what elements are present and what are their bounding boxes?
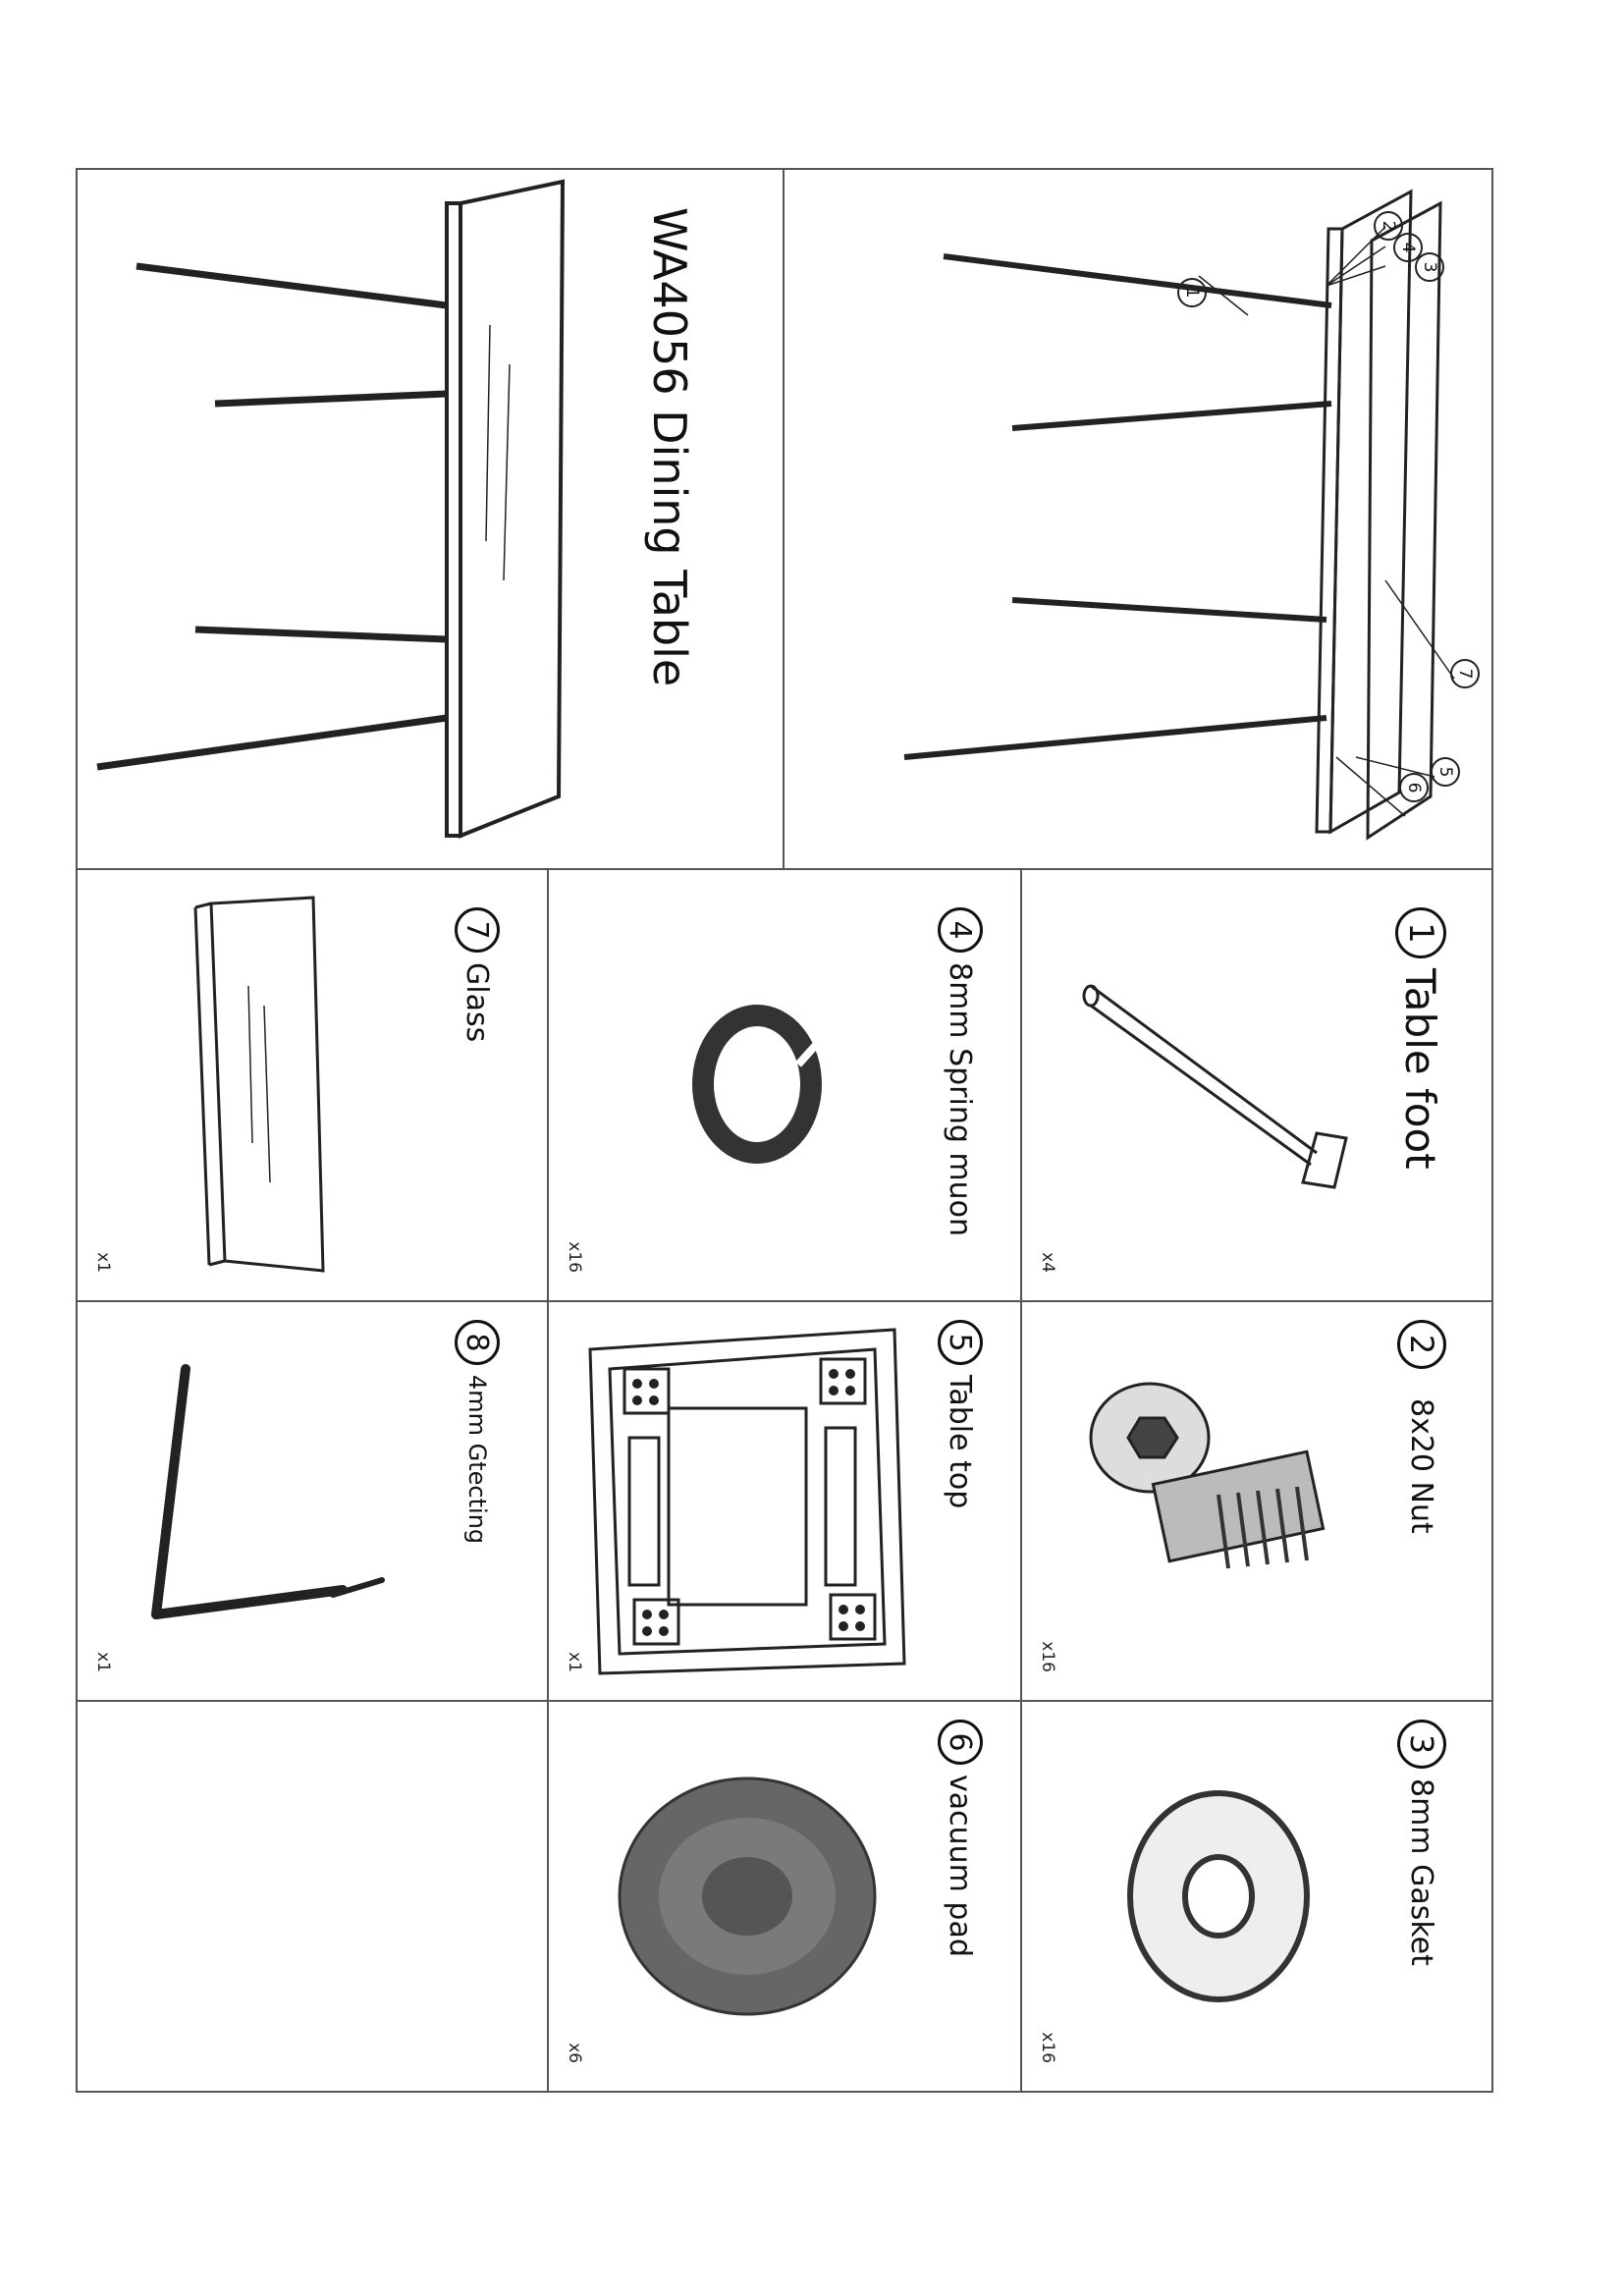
allen-key-icon — [97, 1330, 421, 1664]
part-cell-3 — [1022, 1700, 1493, 2091]
part-cell-5 — [549, 1300, 1022, 1700]
part-number-5: 5 — [938, 1320, 983, 1365]
part-qty-1: x4 — [1038, 1252, 1057, 1273]
part-number-6: 6 — [938, 1720, 983, 1765]
part-name-6: vacuum pad — [943, 1775, 978, 1957]
part-title-3 — [1397, 1720, 1446, 1966]
part-name-8: 4mm Gtecting — [463, 1375, 491, 1545]
callout-3: 3 — [1415, 252, 1444, 282]
exploded-view-icon — [785, 168, 1493, 868]
table-top-frame-icon — [580, 1320, 914, 1683]
part-qty-8: x1 — [93, 1652, 113, 1672]
assembled-table-icon — [76, 168, 785, 868]
part-number-8: 8 — [455, 1320, 500, 1365]
parts-sheet — [76, 168, 1493, 2093]
part-name-5: Table top — [943, 1375, 978, 1509]
part-name-7: Glass — [460, 962, 495, 1043]
part-cell-6 — [549, 1700, 1022, 2091]
part-number-2: 2 — [1397, 1320, 1446, 1369]
callout-7: 7 — [1450, 659, 1480, 688]
exploded-diagram — [785, 168, 1493, 868]
part-number-3: 3 — [1397, 1720, 1446, 1769]
part-number-7: 7 — [455, 907, 500, 953]
part-title-7 — [455, 907, 500, 1042]
spring-washer-icon — [659, 986, 855, 1182]
part-cell-1 — [1022, 868, 1493, 1300]
assembled-view — [76, 168, 785, 868]
vacuum-pad-icon — [600, 1759, 894, 2034]
part-name-2: 8x20 Nut — [1404, 1398, 1439, 1534]
callout-6: 6 — [1399, 773, 1429, 802]
washer-icon — [1071, 1749, 1366, 2044]
frame-right — [76, 2091, 1493, 2093]
part-qty-5: x1 — [565, 1652, 584, 1672]
callout-5: 5 — [1431, 757, 1460, 787]
part-qty-3: x16 — [1038, 2032, 1057, 2063]
part-cell-2 — [1022, 1300, 1493, 1700]
part-name-1: Table foot — [1396, 968, 1445, 1170]
empty-cell — [78, 1700, 549, 2091]
part-title-8 — [455, 1320, 500, 1544]
part-title-5 — [938, 1320, 983, 1508]
part-cell-8 — [78, 1300, 549, 1700]
part-qty-6: x6 — [565, 2043, 584, 2063]
part-title-1 — [1395, 907, 1446, 1170]
callout-4: 4 — [1393, 233, 1423, 262]
callout-1: 1 — [1177, 278, 1207, 307]
table-foot-icon — [1061, 937, 1385, 1231]
glass-panel-icon — [176, 888, 333, 1281]
document-title: WA4056 Dining Table — [643, 207, 696, 687]
part-title-2 — [1397, 1320, 1446, 1534]
part-number-1: 1 — [1395, 907, 1446, 958]
part-qty-7: x1 — [93, 1252, 113, 1273]
part-qty-2: x16 — [1038, 1641, 1057, 1672]
part-number-4: 4 — [938, 907, 983, 953]
part-title-6 — [938, 1720, 983, 1957]
part-name-4: 8mm Spring muon — [943, 962, 978, 1237]
part-title-4 — [938, 907, 983, 1236]
bolt-icon — [1061, 1349, 1385, 1644]
part-cell-7 — [78, 868, 549, 1300]
part-name-3: 8mm Gasket — [1404, 1778, 1439, 1966]
part-cell-4 — [549, 868, 1022, 1300]
callout-2: 2 — [1374, 211, 1403, 241]
part-qty-4: x16 — [565, 1241, 584, 1273]
